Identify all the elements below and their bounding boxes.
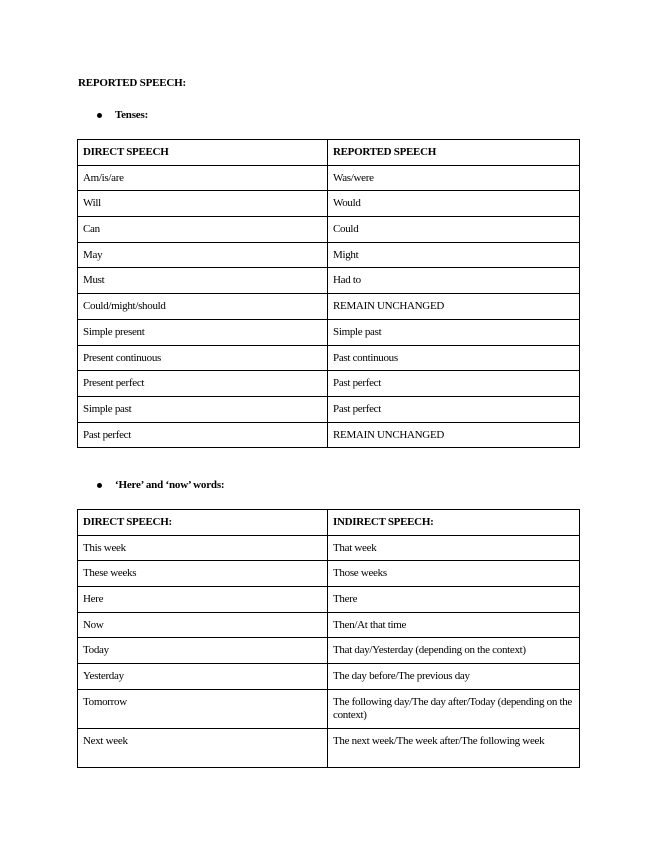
reported-cell: Had to xyxy=(328,268,580,294)
reported-cell: Past continuous xyxy=(328,345,580,371)
indirect-cell: The next week/The week after/The following week xyxy=(328,728,580,767)
indirect-cell: That week xyxy=(328,535,580,561)
here-now-table xyxy=(77,509,580,768)
direct-cell: Today xyxy=(78,638,328,664)
table-row xyxy=(78,689,580,728)
bullet-icon xyxy=(97,483,102,488)
reported-cell: REMAIN UNCHANGED xyxy=(328,294,580,320)
column-header-direct: DIRECT SPEECH: xyxy=(78,510,328,536)
direct-cell: Yesterday xyxy=(78,664,328,690)
section-heading-tenses xyxy=(97,109,148,121)
direct-cell: Am/is/are xyxy=(78,165,328,191)
table-row xyxy=(78,664,580,690)
column-header-direct: DIRECT SPEECH xyxy=(78,140,328,166)
table-header-row xyxy=(78,140,580,166)
reported-cell: REMAIN UNCHANGED xyxy=(328,422,580,448)
reported-cell: Was/were xyxy=(328,165,580,191)
reported-cell: Past perfect xyxy=(328,396,580,422)
reported-cell: Would xyxy=(328,191,580,217)
indirect-cell: That day/Yesterday (depending on the context) xyxy=(328,638,580,664)
table-row xyxy=(78,371,580,397)
section-heading-label: Tenses: xyxy=(115,109,149,121)
table-row xyxy=(78,217,580,243)
reported-cell: Might xyxy=(328,242,580,268)
direct-cell: These weeks xyxy=(78,561,328,587)
table-row xyxy=(78,242,580,268)
direct-cell: Past perfect xyxy=(78,422,328,448)
indirect-cell: Those weeks xyxy=(328,561,580,587)
indirect-cell: There xyxy=(328,587,580,613)
section-heading-here-now xyxy=(97,479,224,491)
table-header-row xyxy=(78,510,580,536)
indirect-cell: The following day/The day after/Today (depending on the context) xyxy=(328,689,580,728)
direct-cell: Tomorrow xyxy=(78,689,328,728)
table-row xyxy=(78,561,580,587)
table-row xyxy=(78,345,580,371)
table-row xyxy=(78,422,580,448)
section-heading-label: ‘Here’ and ‘now’ words: xyxy=(115,479,225,491)
document-title: REPORTED SPEECH: xyxy=(78,77,186,89)
column-header-reported: REPORTED SPEECH xyxy=(328,140,580,166)
table-row xyxy=(78,535,580,561)
indirect-cell: Then/At that time xyxy=(328,612,580,638)
direct-cell: Here xyxy=(78,587,328,613)
reported-cell: Could xyxy=(328,217,580,243)
table-row xyxy=(78,638,580,664)
indirect-cell: The day before/The previous day xyxy=(328,664,580,690)
table-row xyxy=(78,191,580,217)
direct-cell: Now xyxy=(78,612,328,638)
direct-cell: Next week xyxy=(78,728,328,767)
column-header-indirect: INDIRECT SPEECH: xyxy=(328,510,580,536)
table-row xyxy=(78,268,580,294)
bullet-icon xyxy=(97,113,102,118)
direct-cell: This week xyxy=(78,535,328,561)
table-row xyxy=(78,587,580,613)
direct-cell: Will xyxy=(78,191,328,217)
direct-cell: Simple present xyxy=(78,319,328,345)
direct-cell: Must xyxy=(78,268,328,294)
reported-cell: Past perfect xyxy=(328,371,580,397)
table-row xyxy=(78,396,580,422)
table-row xyxy=(78,294,580,320)
direct-cell: Present continuous xyxy=(78,345,328,371)
direct-cell: Simple past xyxy=(78,396,328,422)
direct-cell: Can xyxy=(78,217,328,243)
tenses-table xyxy=(77,139,580,448)
table-row xyxy=(78,165,580,191)
direct-cell: Could/might/should xyxy=(78,294,328,320)
direct-cell: Present perfect xyxy=(78,371,328,397)
table-row xyxy=(78,728,580,767)
reported-cell: Simple past xyxy=(328,319,580,345)
direct-cell: May xyxy=(78,242,328,268)
table-row xyxy=(78,612,580,638)
table-row xyxy=(78,319,580,345)
